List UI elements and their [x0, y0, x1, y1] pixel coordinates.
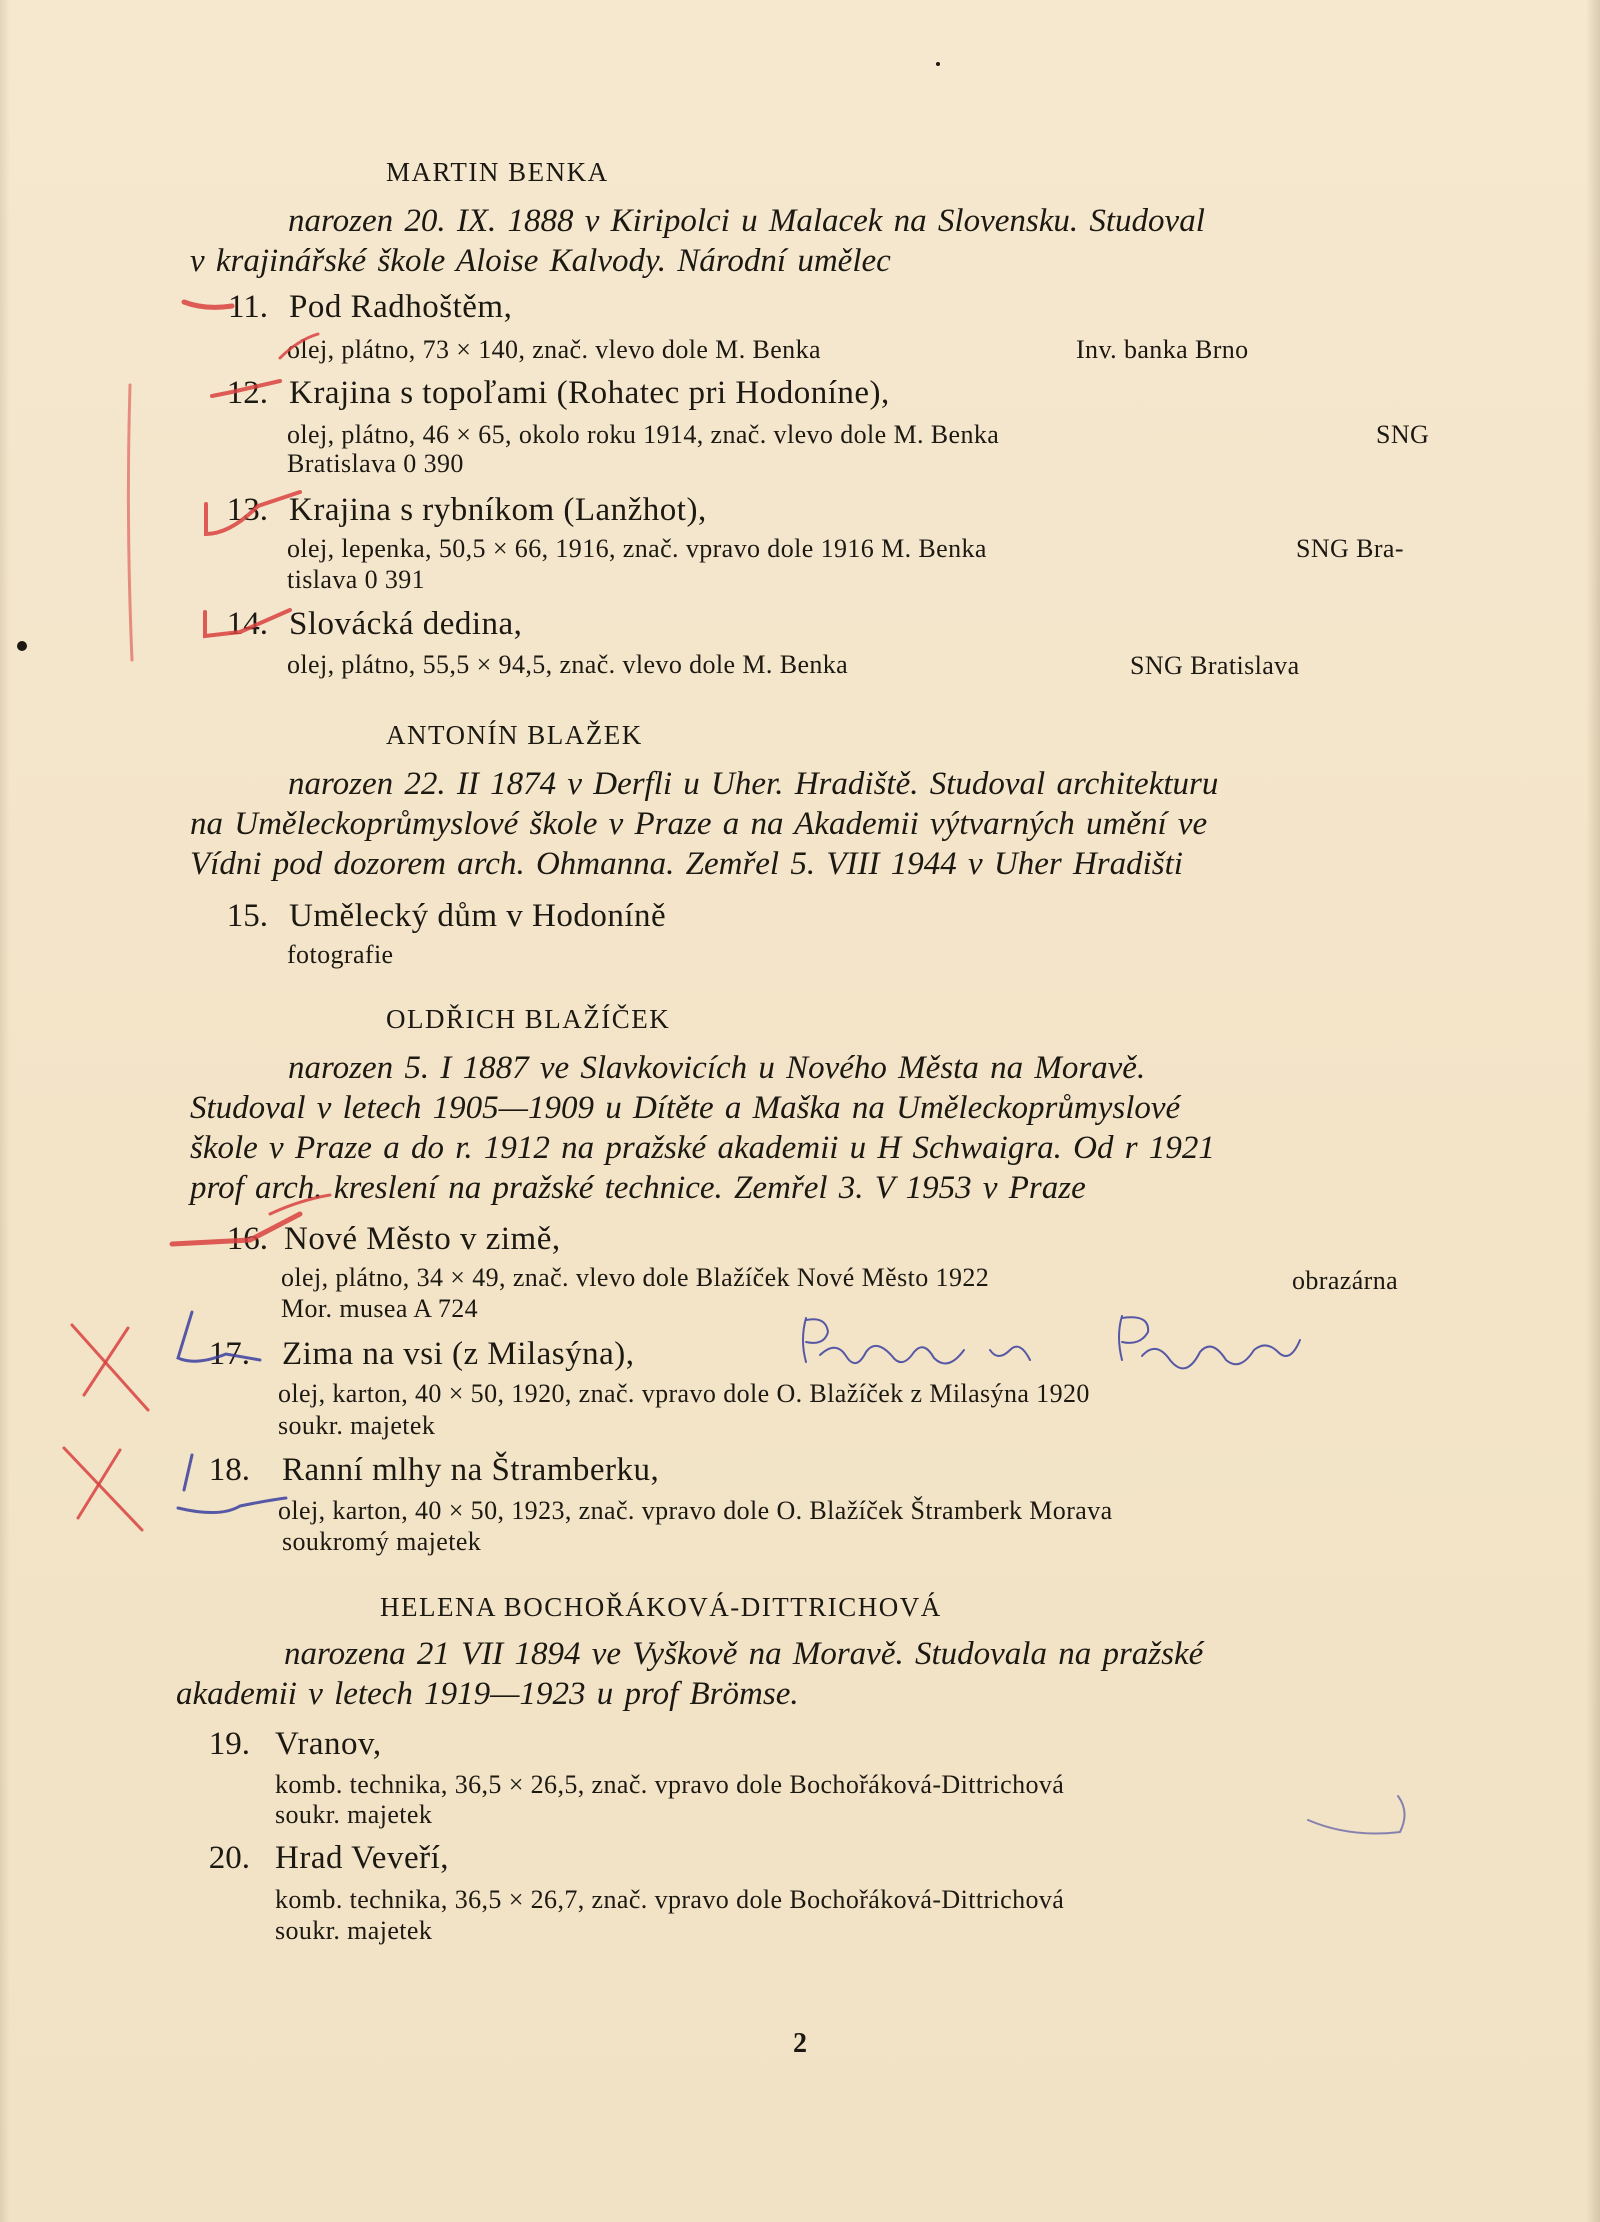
handwritten-scribble: [1142, 1340, 1300, 1368]
artwork-title: Nové Město v zimě,: [284, 1221, 561, 1257]
page-edge-left: [0, 0, 10, 2222]
artist-heading: MARTIN BENKA: [386, 157, 609, 187]
handwritten-letter: [1119, 1316, 1148, 1360]
artwork-title: Ranní mlhy na Štramberku,: [282, 1452, 660, 1488]
bio-line: Vídni pod dozorem arch. Ohmanna. Zemřel 5. VIII 1944 v Uher Hradišti: [190, 846, 1183, 882]
bio-line: narozen 22. II 1874 v Derfli u Uher. Hradiště. Studoval architekturu: [288, 766, 1219, 802]
artwork-title: Krajina s rybníkom (Lanžhot),: [289, 492, 707, 528]
artwork-details: fotografie: [287, 940, 394, 969]
bio-line: v krajinářské škole Aloise Kalvody. Národní umělec: [190, 243, 891, 279]
artist-heading: HELENA BOCHOŘÁKOVÁ-DITTRICHOVÁ: [380, 1592, 942, 1622]
catalog-number: 19.: [208, 1726, 250, 1762]
artwork-details: olej, plátno, 34 × 49, znač. vlevo dole Blažíček Nové Město 1922: [281, 1263, 990, 1292]
artwork-title: Zima na vsi (z Milasýna),: [282, 1336, 635, 1372]
bio-line: škole v Praze a do r. 1912 na pražské akademii u H Schwaigra. Od r 1921: [190, 1130, 1215, 1166]
red-margin-line: [128, 385, 132, 660]
artwork-title: Hrad Veveří,: [275, 1840, 449, 1876]
page-edge-right: [1586, 0, 1600, 2222]
artwork-details: olej, karton, 40 × 50, 1920, znač. vpravo dole O. Blažíček z Milasýna 1920: [278, 1379, 1090, 1408]
page-number: 2: [793, 2028, 807, 2059]
artwork-details: Mor. musea A 724: [281, 1294, 479, 1323]
catalog-number: 15.: [226, 898, 268, 934]
catalog-number: 16.: [226, 1221, 268, 1257]
catalog-number: 18.: [208, 1452, 250, 1488]
artwork-details: tislava 0 391: [287, 565, 426, 594]
handwritten-letter: [803, 1318, 828, 1362]
blue-margin-stroke: [1308, 1796, 1405, 1834]
bio-line: akademii v letech 1919—1923 u prof Brömse.: [176, 1676, 799, 1712]
artwork-details: soukr. majetek: [275, 1800, 433, 1829]
artwork-details: soukr. majetek: [278, 1411, 436, 1440]
artist-bio: [190, 201, 1205, 281]
artwork-title: Slovácká dedina,: [289, 606, 523, 642]
ink-dot: [936, 62, 940, 66]
artwork-details: komb. technika, 36,5 × 26,7, znač. vpravo dole Bochořáková-Dittrichová: [275, 1885, 1065, 1914]
artwork-details: olej, plátno, 55,5 × 94,5, znač. vlevo dole M. Benka: [287, 650, 849, 679]
artwork-details: soukromý majetek: [282, 1527, 482, 1556]
artwork-owner: SNG Bra-: [1296, 534, 1404, 563]
artwork-owner: SNG Bratislava: [1130, 651, 1300, 680]
artwork-title: Umělecký dům v Hodoníně: [289, 898, 667, 934]
bio-line: narozen 5. I 1887 ve Slavkovicích u Nového Města na Moravě.: [288, 1050, 1146, 1086]
catalog-number: 11.: [227, 289, 268, 325]
artwork-owner: Inv. banka Brno: [1076, 335, 1249, 364]
artwork-details: olej, plátno, 46 × 65, okolo roku 1914, znač. vlevo dole M. Benka: [287, 420, 1000, 449]
red-cross-icon: [84, 1328, 128, 1395]
artist-bio: [176, 1634, 1203, 1714]
artwork-details: olej, lepenka, 50,5 × 66, 1916, znač. vpravo dole 1916 M. Benka: [287, 534, 987, 563]
bio-line: narozena 21 VII 1894 ve Vyškově na Moravě. Studovala na pražské: [284, 1636, 1204, 1672]
artwork-owner: SNG: [1376, 420, 1430, 449]
artwork-title: Pod Radhoštěm,: [289, 289, 513, 325]
red-cross-icon: [78, 1450, 120, 1518]
artist-bio: [190, 1048, 1215, 1208]
artwork-details: olej, plátno, 73 × 140, znač. vlevo dole M. Benka: [287, 335, 821, 364]
artwork-owner: obrazárna: [1292, 1266, 1399, 1295]
bio-line: narozen 20. IX. 1888 v Kiripolci u Malacek na Slovensku. Studoval: [288, 203, 1205, 239]
catalog-number: 17.: [208, 1336, 250, 1372]
bio-line: Studoval v letech 1905—1909 u Dítěte a Maška na Uměleckoprůmyslové: [190, 1090, 1181, 1126]
catalog-number: 20.: [208, 1840, 250, 1876]
handwritten-scribble: [990, 1347, 1030, 1360]
artwork-title: Vranov,: [275, 1726, 382, 1762]
red-cross-icon: [64, 1448, 142, 1530]
bio-line: prof arch. kreslení na pražské technice. Zemřel 3. V 1953 v Praze: [190, 1170, 1086, 1206]
catalog-number: 13.: [226, 492, 268, 528]
artwork-details: komb. technika, 36,5 × 26,5, znač. vpravo dole Bochořáková-Dittrichová: [275, 1770, 1065, 1799]
artist-heading: OLDŘICH BLAŽÍČEK: [386, 1004, 671, 1034]
catalog-number: 12.: [226, 375, 268, 411]
artist-bio: [190, 764, 1218, 884]
ink-dot: [17, 641, 27, 651]
artwork-details: olej, karton, 40 × 50, 1923, znač. vpravo dole O. Blažíček Štramberk Morava: [278, 1496, 1113, 1525]
artwork-details: Bratislava 0 390: [287, 449, 464, 478]
blue-tick-mark: [178, 1498, 286, 1513]
bio-line: na Uměleckoprůmyslové škole v Praze a na Akademii výtvarných umění ve: [190, 806, 1208, 842]
handwritten-scribble: [820, 1346, 964, 1364]
artwork-details: soukr. majetek: [275, 1916, 433, 1945]
red-cross-icon: [72, 1325, 148, 1410]
catalog-number: 14.: [226, 606, 268, 642]
artist-heading: ANTONÍN BLAŽEK: [386, 720, 643, 750]
artwork-title: Krajina s topoľami (Rohatec pri Hodoníne),: [289, 375, 890, 411]
